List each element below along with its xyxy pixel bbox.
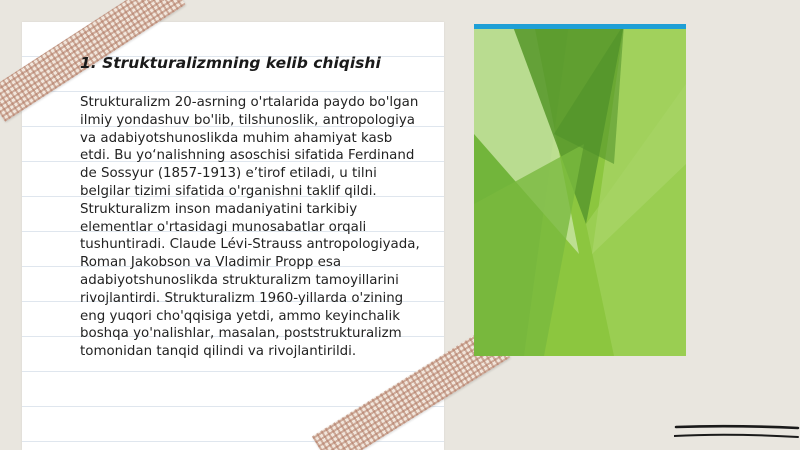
text-content	[80, 54, 422, 361]
decorative-lines	[674, 420, 800, 442]
section-heading: 1. Strukturalizmning kelib chiqishi	[80, 54, 381, 72]
green-geometric-image	[474, 24, 686, 356]
body-paragraph: Strukturalizm 20-asrning o'rtalarida paydo bo'lgan ilmiy yondashuv bo'lib, tilshunoslik, antropologiya va adabiyotshunoslikda muhim ahamiyat kasb etdi. Bu yo‘nalishning asoschisi sifatida Ferdinand de Sossyur (1857-1913) e’tirof etiladi, u tilni belgilar tizimi sifatida o'rganishni taklif qildi. Strukturalizm inson madaniyatini tarkibiy elementlar o'rtasidagi munosabatlar orqali tushuntiradi. Claude Lévi-Strauss antropologiyada, Roman Jakobson va Vladimir Propp esa adabiyotshunoslikda strukturalizm tamoyillarini rivojlantirdi. Strukturalizm 1960-yillarda o'zining eng yuqori cho'qqisiga yetdi, ammo keyinchalik boshqa yo'nalishlar, masalan, poststrukturalizm tomonidan tanqid qilindi va rivojlantirildi.	[80, 95, 420, 360]
